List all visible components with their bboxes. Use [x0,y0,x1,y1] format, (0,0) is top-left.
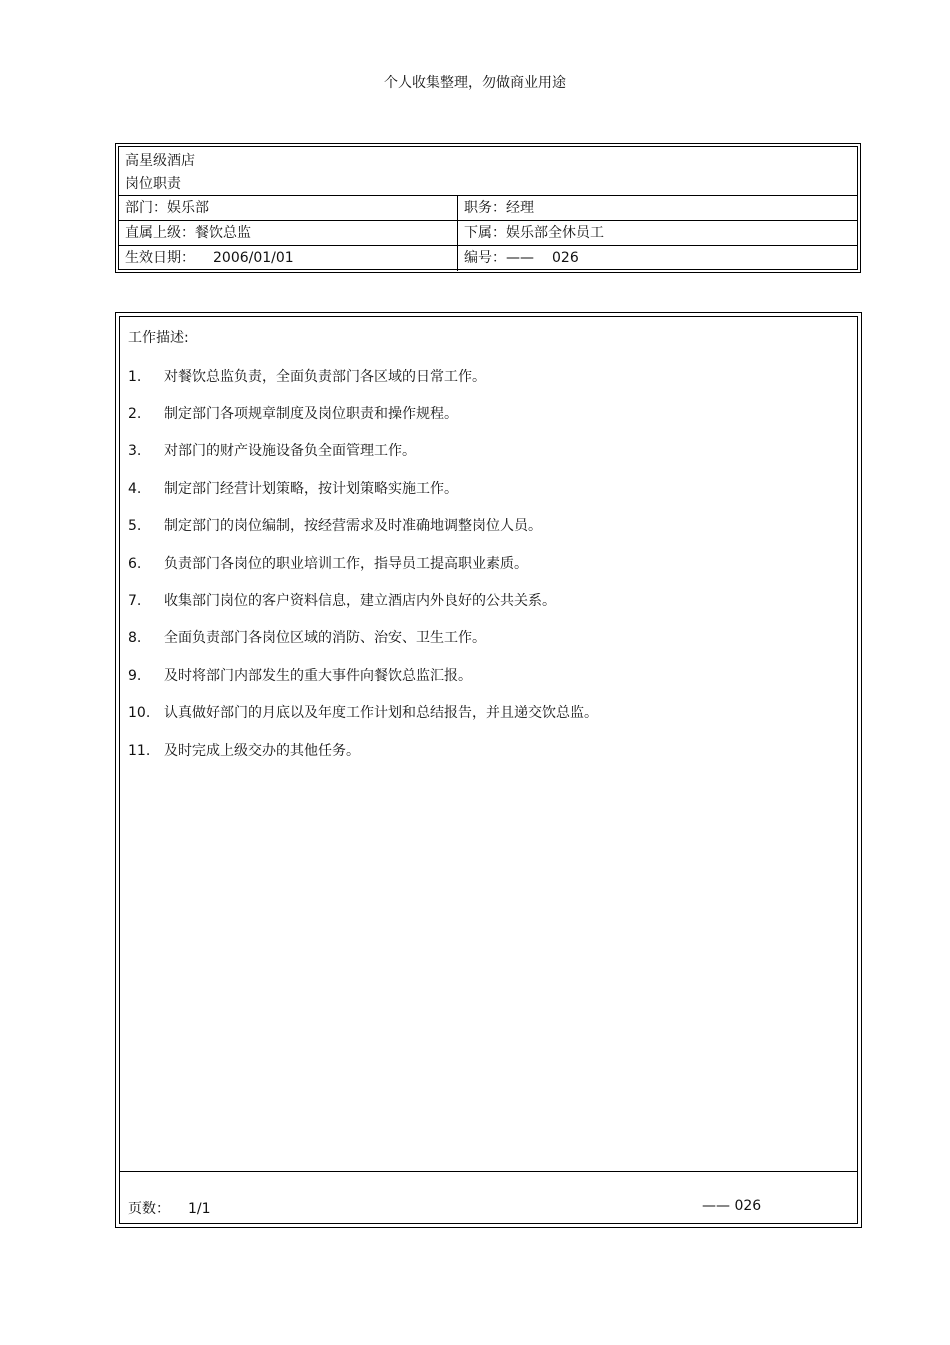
effective-date-value: 2006/01/01 [213,250,294,266]
job-info-table [115,143,861,273]
job-description-box [115,312,862,1228]
supervisor-field: 直属上级：餐饮总监 [119,221,458,245]
list-item: 6. 负责部门各岗位的职业培训工作，指导员工提高职业素质。 [128,556,528,572]
doc-title: 岗位职责 [125,176,181,192]
hotel-title: 高星级酒店 [125,153,195,169]
doc-code-field [458,246,857,271]
list-item: 11. 及时完成上级交办的其他任务。 [128,743,360,759]
position-field: 职务：经理 [464,200,534,216]
list-item: 4. 制定部门经营计划策略，按计划策略实施工作。 [128,481,458,497]
job-description-inner [119,316,858,1224]
page-footer [120,1172,857,1223]
header-note: 个人收集整理，勿做商业用途 [384,75,566,91]
list-item: 5. 制定部门的岗位编制，按经营需求及时准确地调整岗位人员。 [128,518,542,534]
subordinate-field: 下属：娱乐部全休员工 [464,225,604,241]
doc-code-value: 026 [552,250,579,266]
department-field: 部门：娱乐部 [119,196,458,220]
info-row-department [119,196,857,221]
page-count: 页数： 1/1 [128,1201,211,1217]
description-body [120,317,857,1172]
footer-code: —— 026 [702,1198,762,1214]
info-row-effective [119,246,857,271]
list-item: 10. 认真做好部门的月底以及年度工作计划和总结报告，并且递交饮总监。 [128,705,598,721]
list-item: 9. 及时将部门内部发生的重大事件向餐饮总监汇报。 [128,668,472,684]
list-item: 2. 制定部门各项规章制度及岗位职责和操作规程。 [128,406,458,422]
info-row-supervisor [119,221,857,246]
effective-date-field [119,246,458,271]
description-title: 工作描述: [128,330,189,346]
list-item: 8. 全面负责部门各岗位区域的消防、治安、卫生工作。 [128,630,486,646]
job-info-inner [118,146,858,270]
list-item: 1. 对餐饮总监负责，全面负责部门各区域的日常工作。 [128,369,486,385]
doc-code-label: 编号：—— [464,250,534,266]
list-item: 3. 对部门的财产设施设备负全面管理工作。 [128,443,416,459]
list-item: 7. 收集部门岗位的客户资料信息，建立酒店内外良好的公共关系。 [128,593,556,609]
title-cell [119,147,857,196]
effective-date-label: 生效日期： [125,250,195,266]
